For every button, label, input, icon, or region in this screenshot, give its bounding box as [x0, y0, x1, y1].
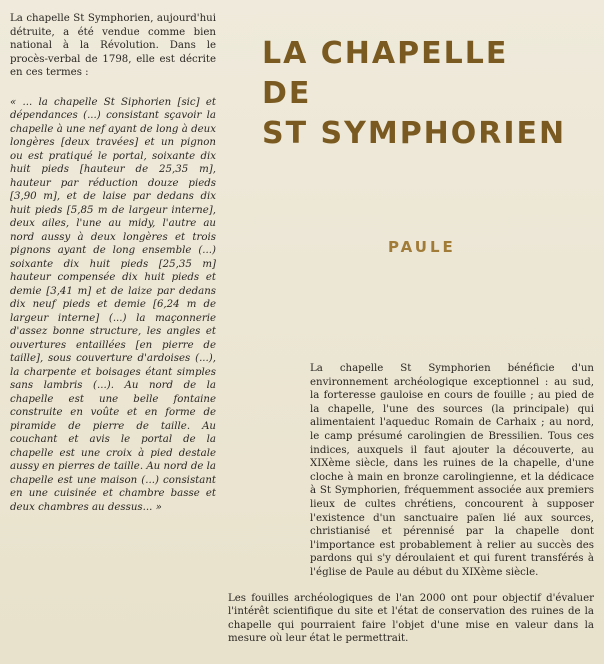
intro-paragraph: La chapelle St Symphorien, aujourd'hui détruite, a été vendue comme bien national à la Révolution. Dans le procès-verbal de 1798, elle est décrite en ces termes :	[10, 13, 216, 78]
right-column	[228, 362, 594, 646]
excavation-paragraph: Les fouilles archéologiques de l'an 2000 ont pour objectif d'évaluer l'intérêt scientifique du site et l'état de conservation des ruines de la chapelle qui pourraient faire l'objet d'une mise en valeur dans la mesure où leur état le permettrait.	[228, 592, 594, 645]
location-subtitle: PAULE	[388, 238, 456, 256]
context-paragraph: La chapelle St Symphorien bénéficie d'un environnement archéologique exceptionnel : au sud, la forteresse gauloise en cours de fouille ; au pied de la chapelle, l'une des sources (la principale) qui alimentaient l'aqueduc Romain de Carhaix ; au nord, le camp présumé carolingien de Bressilien. Tous ces indices, auxquels il faut ajouter la découverte, au XIXème siècle, dans les ruines de la chapelle, d'une cloche à main en bronze carolingienne, et la dédicace à St Symphorien, fréquemment associée aux premiers lieux de cultes chrétiens, concourent à supposer l'existence d'un sanctuaire païen lié aux sources, christianisé et pérennisé par la chapelle dont l'importance est probablement à relier au succès des pardons qui s'y déroulaient et qui furent transférés à l'église de Paule au début du XIXème siècle.	[310, 363, 594, 578]
page-title	[262, 34, 602, 154]
title-line-1: LA CHAPELLE	[262, 36, 509, 71]
left-column	[10, 12, 216, 514]
title-line-3: ST SYMPHORIEN	[262, 116, 567, 151]
proces-verbal-quote: « ... la chapelle St Siphorien [sic] et dépendances (...) consistant sçavoir la chapelle à une nef ayant de long à deux longères [deux travées] et un pignon ou est pratiqué le portal, soixante dix huit pieds [hauteur de 25,35 m], hauteur par réduction douze pieds [3,90 m], et de laise par dedans dix huit pieds [5,85 m de largeur interne], deux ailes, l'une au midy, l'autre au nord aussy à deux longères et trois pignons ayant de long ensemble (...) soixante dix huit pieds [25,35 m] hauteur compensée dix huit pieds et demie [3,41 m] et de laize par dedans dix neuf pieds et demie [6,24 m de largeur interne] (...) la maçonnerie d'assez bonne structure, les angles et ouvertures entaillées [en pierre de taille], sous couverture d'ardoises (...), la charpente et boisages étant simples sans lambris (...). Au nord de la chapelle est une belle fontaine construite en voûte et en forme de piramide de pierre de taille. Au couchant et avis le portal de la chapelle est une croix à pied destale aussy en pierres de taille. Au nord de la chapelle est une maison (...) consistant en une cuisinée et chambre basse et deux chambres au dessus... »	[10, 96, 216, 513]
title-line-2: DE	[262, 76, 312, 111]
